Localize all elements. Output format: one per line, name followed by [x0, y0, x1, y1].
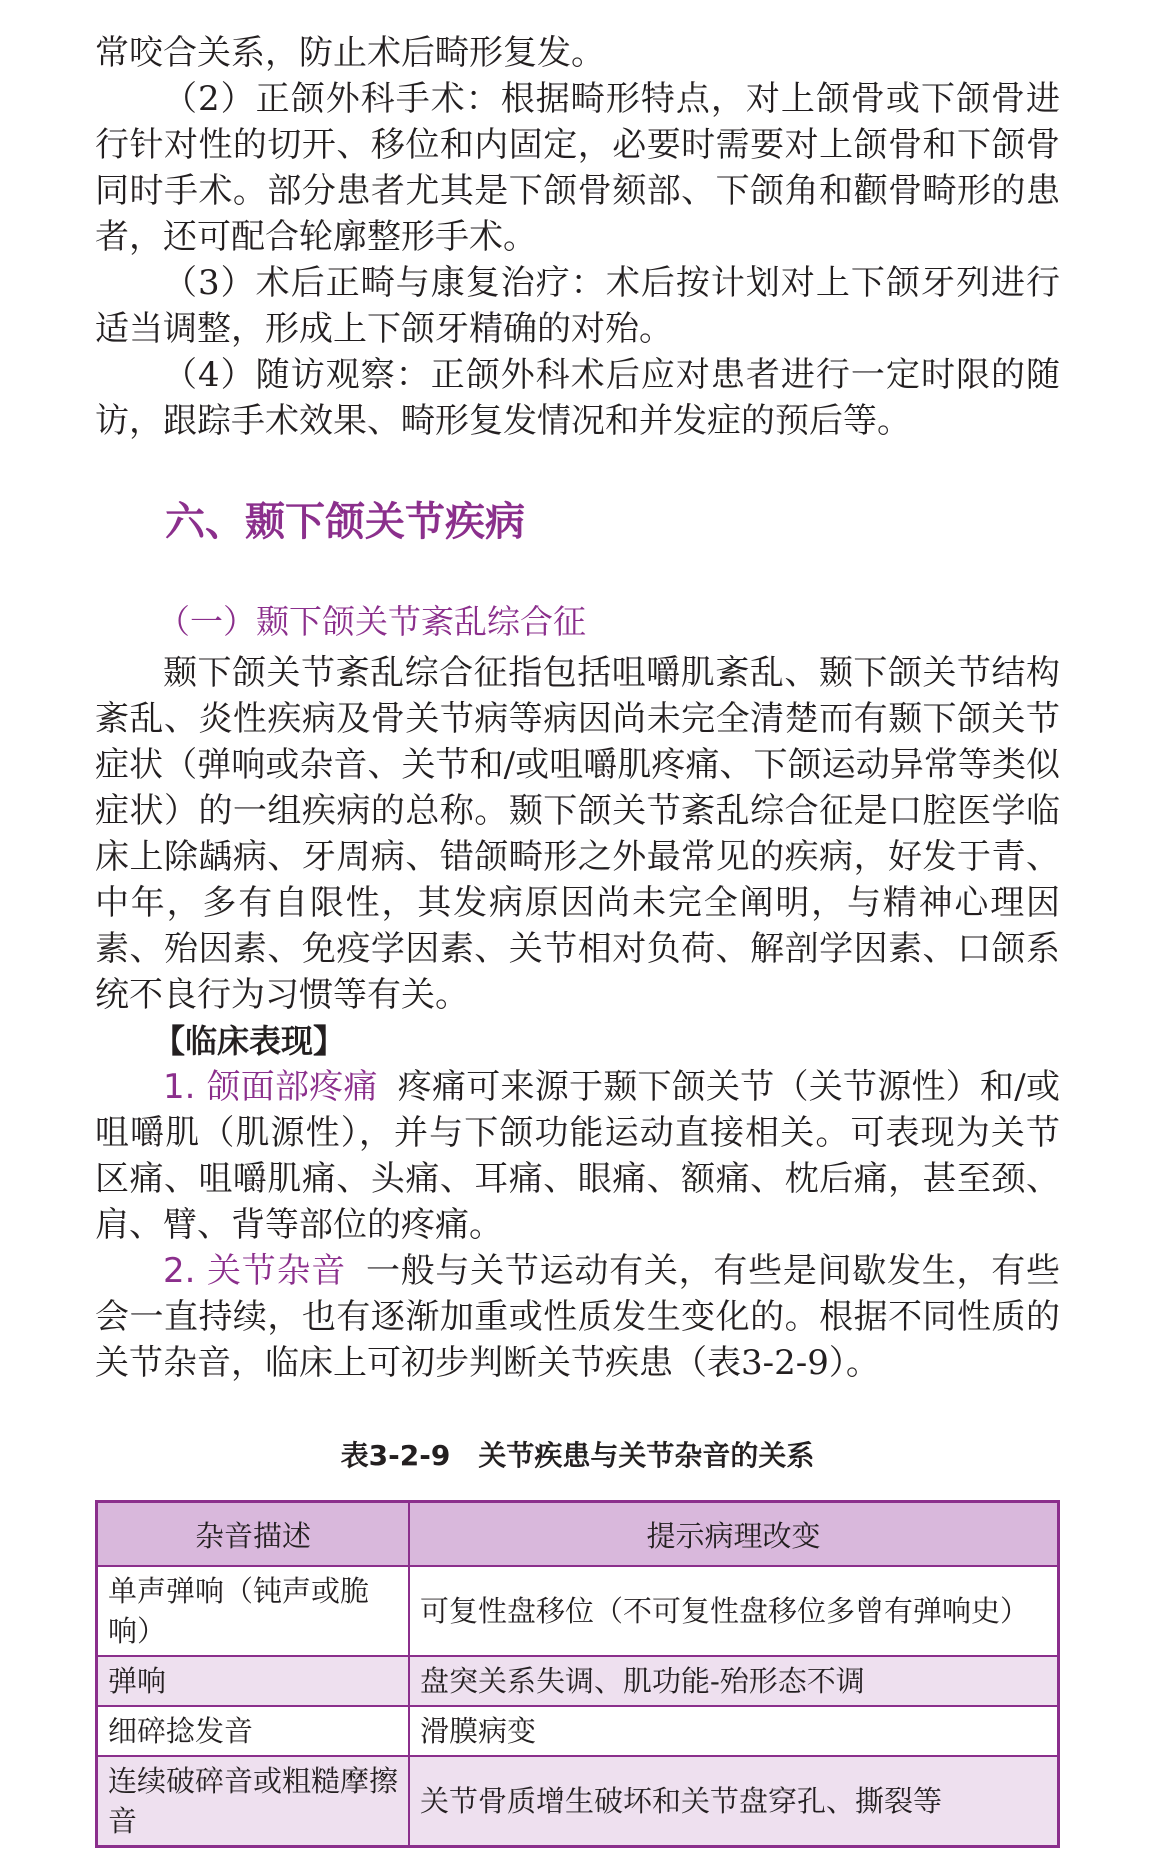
- table-cell: 可复性盘移位（不可复性盘移位多曾有弹响史）: [409, 1566, 1059, 1656]
- item-text: 疼痛可来源于颞下颌关节（关节源性）和/或咀嚼肌（肌源性），并与下颌功能运动直接相关。可表现为关节区痛、咀嚼肌痛、头痛、耳痛、眼痛、额痛、枕后痛，甚至颈、肩、臂、背等部位的疼痛。: [95, 1067, 1060, 1245]
- table-cell: 滑膜病变: [409, 1706, 1059, 1756]
- subsection-title: （一）颞下颌关节紊乱综合征: [157, 602, 586, 641]
- clinical-heading: 【临床表现】: [153, 1022, 346, 1060]
- table-cell: 盘突关系失调、肌功能-殆形态不调: [409, 1656, 1059, 1706]
- paragraph-continuation: 常咬合关系，防止术后畸形复发。: [95, 33, 605, 73]
- table-row: [97, 1706, 1059, 1756]
- table-header-cell: 提示病理改变: [409, 1502, 1059, 1567]
- table-row: [97, 1756, 1059, 1847]
- table-row: [97, 1656, 1059, 1706]
- table-cell: 连续破碎音或粗糙摩擦音: [97, 1756, 410, 1847]
- table-header-cell: 杂音描述: [97, 1502, 410, 1567]
- table-header-row: [97, 1502, 1059, 1567]
- item-lead: 1. 颌面部疼痛: [163, 1067, 378, 1107]
- table-caption: 表3-2-9 关节疾患与关节杂音的关系: [340, 1439, 815, 1472]
- item-text: 一般与关节运动有关，有些是间歇发生，有些会一直持续，也有逐渐加重或性质发生变化的。根据不同性质的关节杂音，临床上可初步判断关节疾患（表3-2-9）。: [95, 1251, 1061, 1383]
- table-cell: 关节骨质增生破坏和关节盘穿孔、撕裂等: [409, 1756, 1059, 1847]
- paragraph-follow-up: （4）随访观察：正颌外科术后应对患者进行一定时限的随访，跟踪手术效果、畸形复发情况和并发症的预后等。: [95, 355, 1060, 441]
- table-cell: 弹响: [97, 1656, 410, 1706]
- table-cell: 单声弹响（钝声或脆响）: [97, 1566, 410, 1656]
- intro-paragraph: 颞下颌关节紊乱综合征指包括咀嚼肌紊乱、颞下颌关节结构紊乱、炎性疾病及骨关节病等病因尚未完全清楚而有颞下颌关节症状（弹响或杂音、关节和/或咀嚼肌疼痛、下颌运动异常等类似症状）的一组疾病的总称。颞下颌关节紊乱综合征是口腔医学临床上除龋病、牙周病、错颌畸形之外最常见的疾病，好发于青、中年，多有自限性，其发病原因尚未完全阐明，与精神心理因素、殆因素、免疫学因素、关节相对负荷、解剖学因素、口颌系统不良行为习惯等有关。: [95, 653, 1060, 1015]
- item-joint-noise: [95, 1248, 1060, 1386]
- paragraph-post-op-orthodontics: （3）术后正畸与康复治疗：术后按计划对上下颌牙列进行适当调整，形成上下颌牙精确的对殆。: [95, 263, 1060, 349]
- item-facial-pain: [95, 1064, 1060, 1248]
- table-cell: 细碎捻发音: [97, 1706, 410, 1756]
- page-content: [95, 30, 1060, 1848]
- table-row: [97, 1566, 1059, 1656]
- item-lead: 2. 关节杂音: [163, 1251, 346, 1291]
- joint-noise-table: [95, 1500, 1060, 1848]
- section-title: 六、颞下颌关节疾病: [165, 499, 525, 545]
- paragraph-orthognathic-surgery: （2）正颌外科手术：根据畸形特点，对上颌骨或下颌骨进行针对性的切开、移位和内固定，必要时需要对上颌骨和下颌骨同时手术。部分患者尤其是下颌骨颏部、下颌角和颧骨畸形的患者，还可配合轮廓整形手术。: [95, 79, 1060, 257]
